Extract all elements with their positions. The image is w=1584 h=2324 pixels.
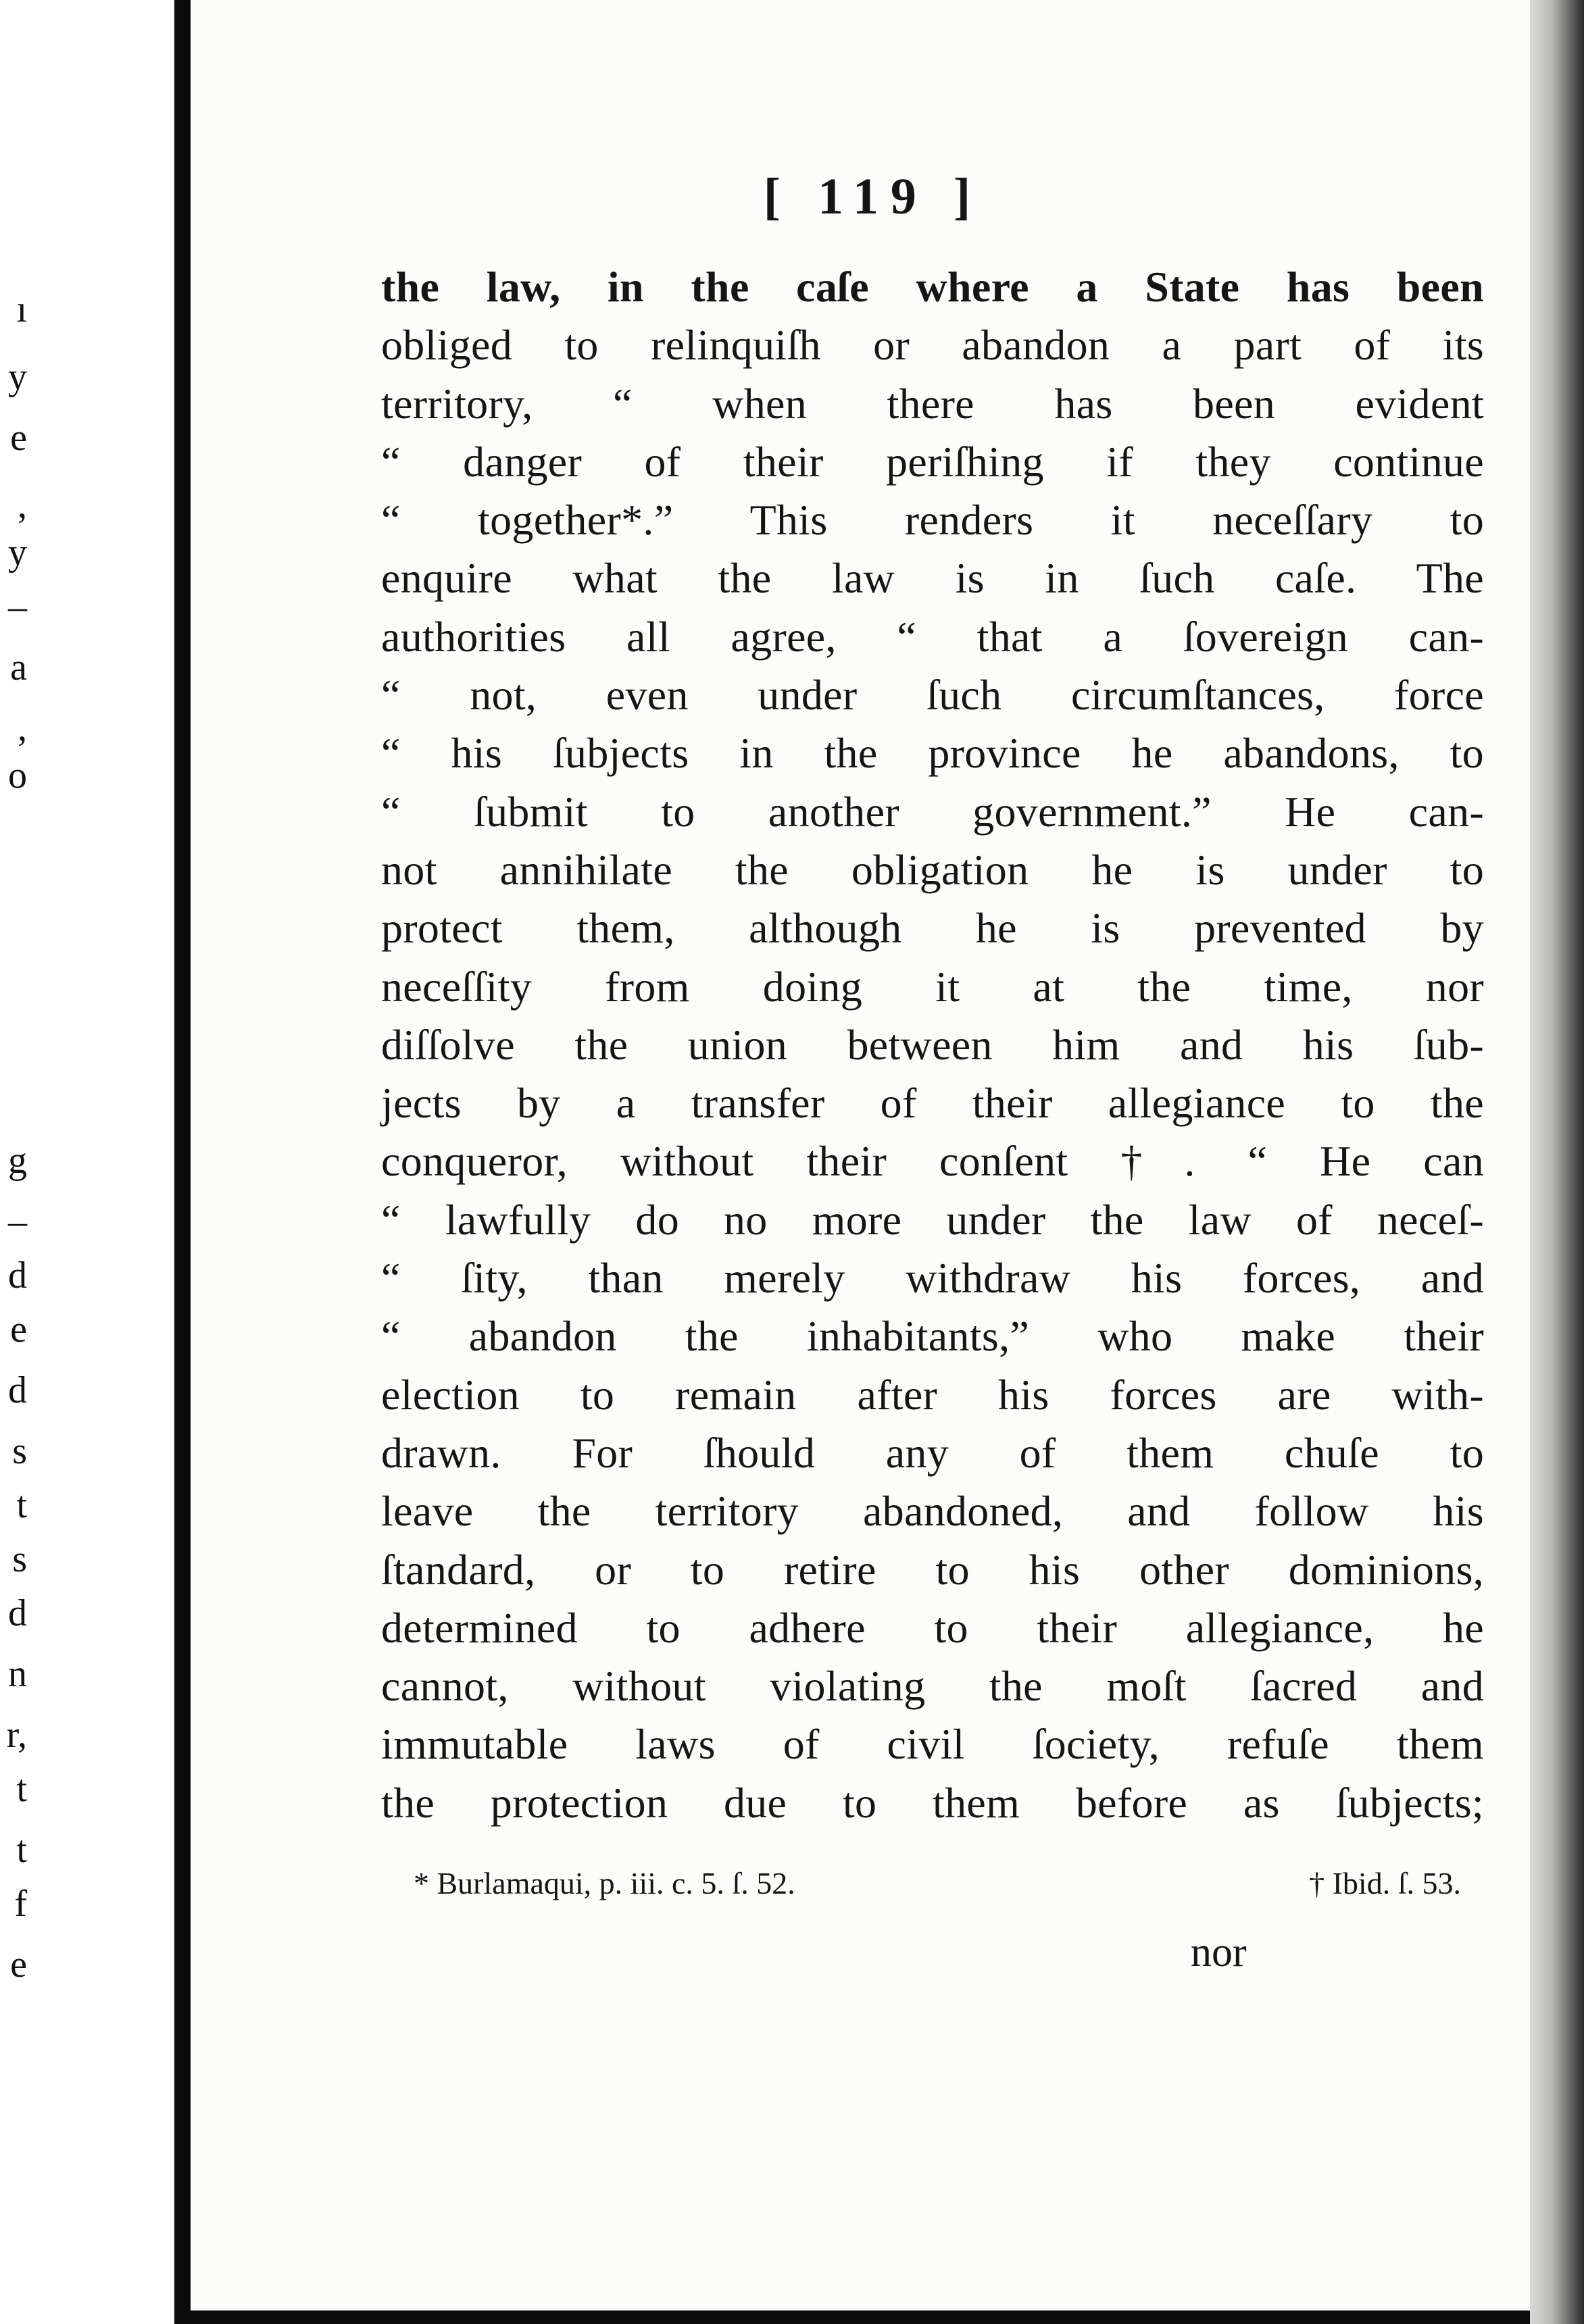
text-line: jects by a transfer of their allegiance to the: [381, 1079, 1484, 1128]
page-number: [ 119 ]: [763, 168, 983, 225]
facing-page-fragment: e: [10, 417, 27, 459]
text-line: “ not, even under ſuch circumſtances, force: [381, 671, 1484, 719]
text-line: territory, “ when there has been evident: [381, 379, 1484, 428]
facing-page-fragment: d: [8, 1255, 27, 1296]
text-line: ſtandard, or to retire to his other dominions,: [381, 1545, 1484, 1594]
facing-page-fragment: f: [14, 1883, 27, 1925]
facing-page-fragment: ,: [18, 707, 27, 749]
text-line: “ danger of their periſhing if they continue: [381, 437, 1484, 486]
text-line: obliged to relinquiſh or abandon a part of its: [381, 321, 1484, 370]
text-line: “ ſubmit to another government.” He can-: [381, 787, 1484, 836]
text-line: “ his ſubjects in the province he abandons, to: [381, 729, 1484, 778]
text-line: determined to adhere to their allegiance, he: [381, 1603, 1484, 1652]
catchword: nor: [1191, 1929, 1247, 1975]
facing-page-fragment: a: [10, 647, 27, 688]
text-line: the law, in the caſe where a State has been: [381, 263, 1484, 311]
text-line: conqueror, without their conſent †. “ He can: [381, 1137, 1484, 1186]
facing-page-fragment: e: [10, 1944, 27, 1986]
book-spine-gutter: [174, 0, 182, 2324]
text-line: “ ſity, than merely withdraw his forces, and: [381, 1254, 1484, 1303]
text-line: protect them, although he is prevented by: [381, 904, 1484, 953]
facing-page-fragment: d: [8, 1592, 27, 1634]
text-line: “ lawfully do no more under the law of neceſ-: [381, 1195, 1484, 1244]
facing-page-fragment: y: [8, 356, 27, 398]
facing-page-fragment: t: [16, 1768, 27, 1810]
facing-page-fragment: r,: [6, 1714, 27, 1756]
facing-page-edge: [0, 0, 182, 2324]
facing-page-fragment: ,: [18, 484, 27, 526]
facing-page-fragment: e: [10, 1309, 27, 1350]
text-line: the protection due to them before as ſubjects;: [381, 1778, 1484, 1827]
text-line: drawn. For ſhould any of them chuſe to: [381, 1428, 1484, 1477]
facing-page-fragment: s: [12, 1538, 27, 1580]
text-line: not annihilate the obligation he is under to: [381, 845, 1484, 894]
text-line: enquire what the law is in ſuch caſe. The: [381, 554, 1484, 603]
facing-page-fragment: n: [8, 1653, 27, 1695]
text-line: immutable laws of civil ſociety, refuſe them: [381, 1720, 1484, 1769]
facing-page-fragment: g: [8, 1140, 27, 1182]
facing-page-fragment: –: [8, 1201, 27, 1242]
facing-page-fragment: ı: [16, 288, 27, 330]
facing-page-fragment: t: [16, 1829, 27, 1871]
facing-page-fragment: d: [8, 1369, 27, 1411]
footnote-ibid: † Ibid. ſ. 53.: [1309, 1866, 1461, 1900]
facing-page-fragment: y: [8, 532, 27, 574]
text-line: “ abandon the inhabitants,” who make their: [381, 1312, 1484, 1361]
text-line: election to remain after his forces are with-: [381, 1370, 1484, 1419]
facing-page-fragment: t: [16, 1484, 27, 1526]
text-line: “ together*.” This renders it neceſſary to: [381, 496, 1484, 545]
facing-page-fragment: o: [8, 755, 27, 797]
book-page: [191, 0, 1530, 2310]
facing-page-fragment: –: [8, 586, 27, 628]
footnote-burlamaqui: * Burlamaqui, p. iii. c. 5. ſ. 52.: [414, 1866, 795, 1900]
text-line: diſſolve the union between him and his ſub-: [381, 1020, 1484, 1069]
text-line: neceſſity from doing it at the time, nor: [381, 962, 1484, 1011]
page-edge-shadow: [1530, 0, 1584, 2324]
facing-page-fragment: s: [12, 1430, 27, 1472]
body-text: [381, 258, 1484, 1832]
text-line: authorities all agree, “ that a ſovereign can-: [381, 612, 1484, 661]
text-line: leave the territory abandoned, and follow his: [381, 1487, 1484, 1536]
text-line: cannot, without violating the moſt ſacred and: [381, 1662, 1484, 1711]
